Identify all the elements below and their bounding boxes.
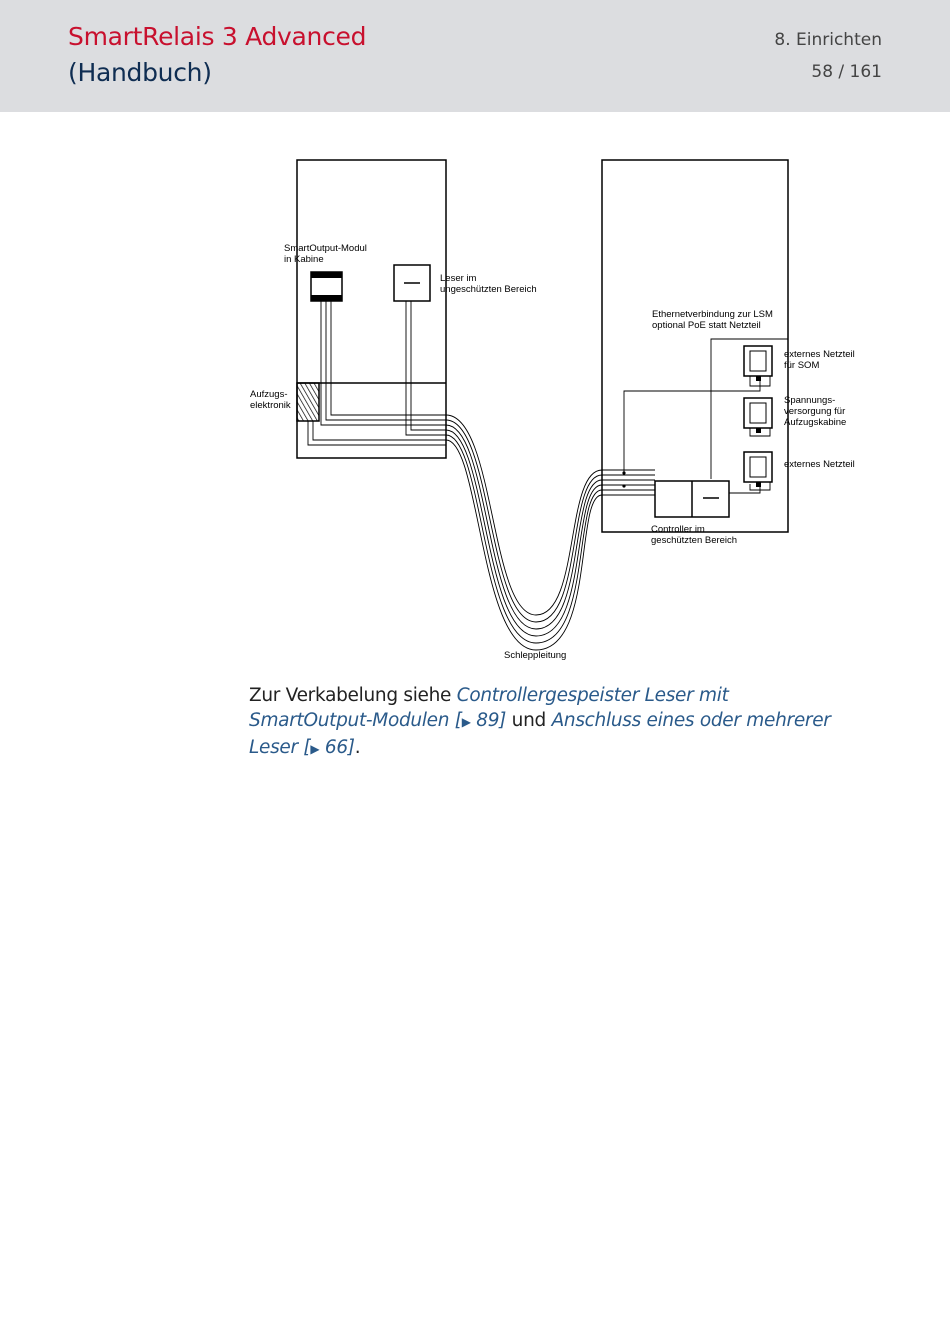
power-supply-controller-icon [744,452,772,487]
label-elevator-electronics: Aufzugs- elektronik [250,389,291,411]
power-supply-cabin-icon [744,398,772,433]
cabin-wiring [308,301,446,445]
body-paragraph [249,683,849,762]
link-connect-readers[interactable]: Anschluss eines oder mehrerer Leser [▶ 66] [249,710,831,758]
label-trailing-cable: Schleppleitung [504,650,567,661]
page-arrow-icon: ▶ [461,715,471,729]
elevator-electronics-icon [297,383,319,421]
link-controller-reader[interactable]: Controllergespeister Leser mit SmartOutput-Modulen [▶ 89] [249,685,729,731]
body-text-and: und [506,710,552,731]
smartoutput-module-icon [311,272,342,301]
wiring-junctions [622,471,625,487]
label-power-supply-cabin: Spannungs- versorgung für Aufzugskabine [784,395,847,428]
label-power-supply-som: externes Netzteil für SOM [784,349,855,371]
chapter-label: 8. Einrichten [774,30,882,50]
label-ethernet: Ethernetverbindung zur LSM optional PoE statt Netzteil [652,309,773,331]
body-text-end: . [354,737,361,758]
label-reader-unprotected: Leser im ungeschützten Bereich [440,273,537,295]
document-subtitle: (Handbuch) [68,58,212,87]
power-supply-som-icon [744,346,772,381]
label-controller: Controller im geschützten Bereich [651,524,738,546]
trailing-cable [446,415,602,650]
reader-unprotected-icon [394,265,430,301]
label-power-supply: externes Netzteil [784,459,855,470]
body-text-intro: Zur Verkabelung siehe [249,685,457,706]
document-title: SmartRelais 3 Advanced [68,22,367,51]
controller-icon [655,481,729,517]
label-smartoutput: SmartOutput-Modul in Kabine [284,243,367,265]
page-number: 58 / 161 [811,62,882,82]
page-arrow-icon: ▶ [310,742,320,756]
